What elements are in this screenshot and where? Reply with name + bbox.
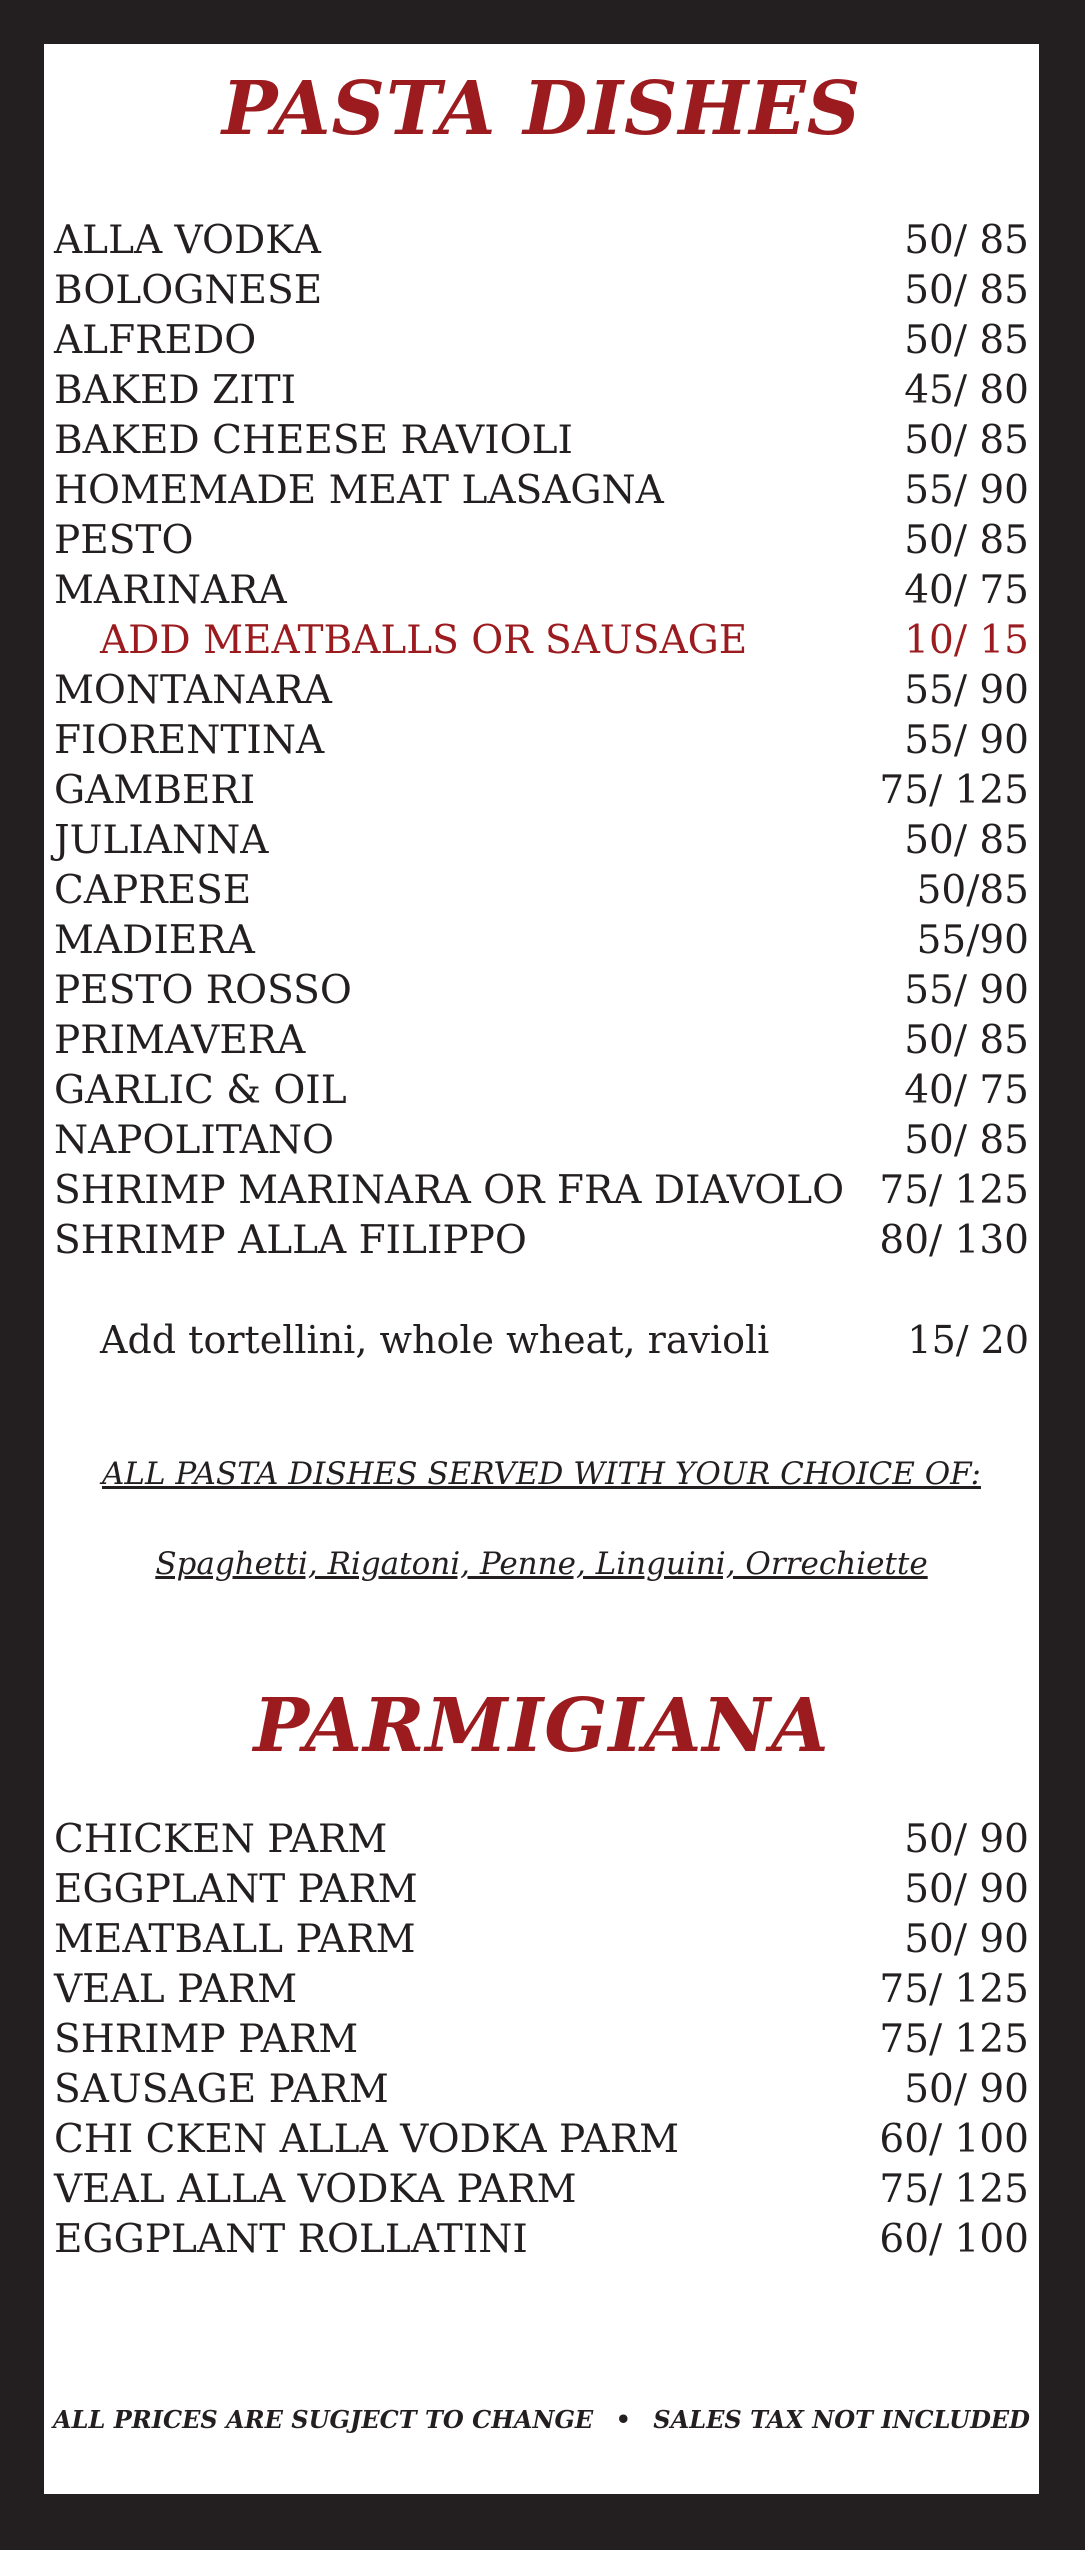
menu-item — [54, 415, 1029, 465]
item-price: 75/ 125 — [879, 1167, 1029, 1213]
item-name: ALLA VODKA — [54, 217, 321, 263]
item-name: EGGPLANT ROLLATINI — [54, 2216, 528, 2262]
item-name: PESTO ROSSO — [54, 967, 352, 1013]
item-price: 50/ 90 — [904, 1866, 1029, 1912]
item-name: PESTO — [54, 517, 194, 563]
menu-item — [54, 315, 1029, 365]
item-price: 60/ 100 — [879, 2216, 1029, 2262]
menu-item — [54, 365, 1029, 415]
item-price: 50/ 90 — [904, 1816, 1029, 1862]
menu-item — [54, 865, 1029, 915]
item-name: PRIMAVERA — [54, 1017, 306, 1063]
menu-item — [54, 1814, 1029, 1864]
menu-item — [54, 215, 1029, 265]
menu-item — [54, 265, 1029, 315]
item-price: 50/ 90 — [904, 2066, 1029, 2112]
item-name: MONTANARA — [54, 667, 332, 713]
menu-item — [54, 915, 1029, 965]
item-name: CHICKEN PARM — [54, 1816, 388, 1862]
item-name: ALFREDO — [54, 317, 257, 363]
item-price: 50/ 85 — [904, 817, 1029, 863]
footer-prices-note: ALL PRICES ARE SUGJECT TO CHANGE — [53, 2405, 594, 2434]
item-name: SHRIMP ALLA FILIPPO — [54, 1217, 527, 1263]
item-name: MADIERA — [54, 917, 255, 963]
menu-item — [54, 1115, 1029, 1165]
item-price: 10/ 15 — [904, 617, 1029, 663]
footer-note — [44, 2405, 1039, 2434]
item-price: 75/ 125 — [879, 2166, 1029, 2212]
item-name: FIORENTINA — [54, 717, 325, 763]
item-price: 40/ 75 — [904, 1067, 1029, 1113]
menu-item — [54, 2164, 1029, 2214]
menu-item — [54, 765, 1029, 815]
menu-panel — [44, 44, 1039, 2494]
menu-item — [54, 465, 1029, 515]
menu-item — [54, 1914, 1029, 1964]
item-name: SHRIMP PARM — [54, 2016, 359, 2062]
item-price: 75/ 125 — [879, 767, 1029, 813]
item-price: 50/ 85 — [904, 317, 1029, 363]
item-name: HOMEMADE MEAT LASAGNA — [54, 467, 664, 513]
item-name: SAUSAGE PARM — [54, 2066, 389, 2112]
parmigiana-title: PARMIGIANA — [253, 1683, 830, 1769]
item-name: Add tortellini, whole wheat, ravioli — [100, 1318, 770, 1362]
menu-item — [54, 565, 1029, 615]
pasta-dishes-title: PASTA DISHES — [221, 66, 862, 152]
item-price: 50/ 85 — [904, 267, 1029, 313]
item-price: 45/ 80 — [904, 367, 1029, 413]
pasta-choices: Spaghetti, Rigatoni, Penne, Linguini, Orrechiette — [155, 1546, 928, 1582]
item-price: 55/ 90 — [904, 467, 1029, 513]
item-name: CAPRESE — [54, 867, 252, 913]
item-name: JULIANNA — [54, 817, 269, 863]
footer-separator: • — [615, 2405, 631, 2434]
item-price: 40/ 75 — [904, 567, 1029, 613]
menu-item — [54, 2214, 1029, 2264]
menu-item-addon — [54, 615, 1029, 665]
served-with-note: ALL PASTA DISHES SERVED WITH YOUR CHOICE OF: — [102, 1456, 981, 1492]
menu-item — [54, 2064, 1029, 2114]
menu-item — [54, 815, 1029, 865]
item-name: MARINARA — [54, 567, 287, 613]
item-name: NAPOLITANO — [54, 1117, 334, 1163]
item-price: 50/ 85 — [904, 1117, 1029, 1163]
item-name: GARLIC & OIL — [54, 1067, 347, 1113]
menu-item — [54, 1015, 1029, 1065]
menu-item — [54, 715, 1029, 765]
item-price: 80/ 130 — [879, 1217, 1029, 1263]
item-price: 50/ 90 — [904, 1916, 1029, 1962]
item-price: 60/ 100 — [879, 2116, 1029, 2162]
item-name: EGGPLANT PARM — [54, 1866, 418, 1912]
item-price: 55/ 90 — [904, 667, 1029, 713]
menu-item — [54, 2014, 1029, 2064]
menu-item — [54, 515, 1029, 565]
item-name: VEAL ALLA VODKA PARM — [54, 2166, 577, 2212]
item-price: 50/ 85 — [904, 1017, 1029, 1063]
menu-item — [54, 1065, 1029, 1115]
menu-item — [54, 2114, 1029, 2164]
pasta-extra-option — [54, 1315, 1029, 1365]
item-name: GAMBERI — [54, 767, 256, 813]
item-name: MEATBALL PARM — [54, 1916, 416, 1962]
item-name: VEAL PARM — [54, 1966, 298, 2012]
item-price: 50/85 — [916, 867, 1029, 913]
item-name: BOLOGNESE — [54, 267, 323, 313]
item-name: BAKED CHEESE RAVIOLI — [54, 417, 573, 463]
menu-item — [54, 965, 1029, 1015]
item-price: 50/ 85 — [904, 517, 1029, 563]
menu-item — [54, 1864, 1029, 1914]
item-name: CHI CKEN ALLA VODKA PARM — [54, 2116, 680, 2162]
item-name: SHRIMP MARINARA OR FRA DIAVOLO — [54, 1167, 845, 1213]
item-name: BAKED ZITI — [54, 367, 297, 413]
menu-item — [54, 1215, 1029, 1265]
item-price: 50/ 85 — [904, 217, 1029, 263]
item-price: 15/ 20 — [907, 1318, 1029, 1362]
item-price: 55/90 — [916, 917, 1029, 963]
item-price: 75/ 125 — [879, 2016, 1029, 2062]
footer-tax-note: SALES TAX NOT INCLUDED — [653, 2405, 1030, 2434]
menu-item — [54, 1964, 1029, 2014]
item-price: 50/ 85 — [904, 417, 1029, 463]
item-price: 55/ 90 — [904, 967, 1029, 1013]
item-name: ADD MEATBALLS OR SAUSAGE — [100, 617, 748, 663]
item-price: 55/ 90 — [904, 717, 1029, 763]
menu-item — [54, 665, 1029, 715]
item-price: 75/ 125 — [879, 1966, 1029, 2012]
menu-item — [54, 1165, 1029, 1215]
